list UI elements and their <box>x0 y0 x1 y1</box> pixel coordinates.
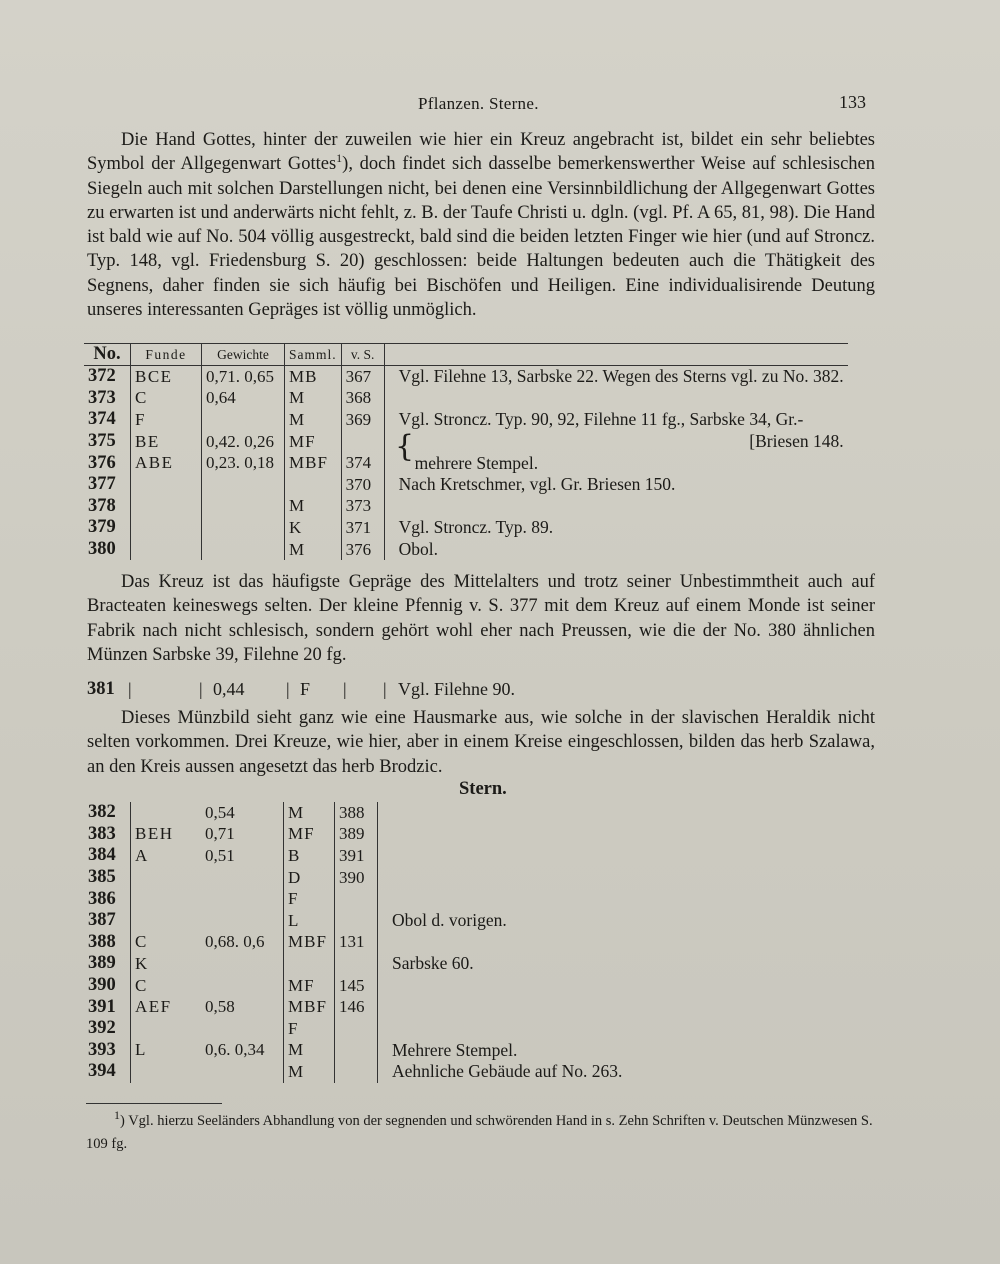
cell-remark: Obol. <box>398 539 439 560</box>
cell-samml: M <box>285 539 342 561</box>
cell-gewichte <box>201 1061 284 1083</box>
cell-samml: MB <box>285 366 342 388</box>
cell-gewichte <box>201 1018 284 1040</box>
cell-funde <box>131 910 202 932</box>
cell-samml: MF <box>284 824 335 846</box>
column-header-samml: Samml. <box>285 344 342 366</box>
table-row <box>84 496 848 518</box>
column-divider: | <box>199 679 203 699</box>
cell-no: 390 <box>84 975 131 997</box>
cell-samml: M <box>284 802 335 824</box>
cell-funde <box>131 1018 202 1040</box>
cell-no: 377 <box>84 474 131 496</box>
column-header-funde: Funde <box>131 344 202 366</box>
cell-remark <box>378 824 627 846</box>
cell-vs <box>341 431 384 453</box>
cell-no: 382 <box>84 802 131 824</box>
cell-funde: C <box>131 388 202 410</box>
cell-no: 378 <box>84 496 131 518</box>
column-header-no: No. <box>84 344 131 366</box>
footnote-text: ) Vgl. hierzu Seeländers Abhandlung von der segnenden und schwörenden Hand in s. Zehn Schriften v. Deutschen Münzwesen S. 109 fg. <box>86 1113 873 1152</box>
paragraph-hausmarke: Dieses Münzbild sieht ganz wie eine Hausmarke aus, wie solche in der slavischen Heraldik nicht selten vorkommen. Drei Kreuze, wie hier, aber in einem Kreise eingeschlossen, bilden das herb Szalawa, an den Kreis aussen angesetzt das herb Brodzic. <box>87 708 875 777</box>
cell-remark <box>378 802 627 824</box>
column-header-vs: v. S. <box>341 344 384 366</box>
cell-funde: K <box>135 953 149 973</box>
cell-vs: 131 <box>335 932 378 954</box>
cell-vs <box>335 1040 378 1062</box>
table-row <box>84 431 848 453</box>
cell-samml: MF <box>284 975 335 997</box>
table-row <box>84 888 626 910</box>
cell-funde <box>131 517 202 539</box>
column-divider: | <box>343 679 347 699</box>
cell-remark <box>378 932 627 954</box>
cell-gewichte: 0,6. 0,34 <box>201 1040 284 1062</box>
cell-remark <box>378 845 627 867</box>
cell-samml <box>284 953 335 975</box>
cell-gewichte <box>202 474 285 496</box>
table-row <box>84 388 848 410</box>
cell-vs: 391 <box>335 845 378 867</box>
cell-remark: [Briesen 148. <box>749 431 844 452</box>
cell-gewichte <box>202 409 285 431</box>
cell-remark <box>384 496 847 518</box>
cell-remark: Vgl. Filehne 90. <box>398 679 515 699</box>
cell-no: 391 <box>84 996 131 1018</box>
coin-table-stern <box>84 802 626 1083</box>
cell-vs <box>335 1018 378 1040</box>
column-divider: | <box>383 679 387 699</box>
cell-no: 384 <box>84 845 131 867</box>
brace-symbol: { <box>395 429 415 464</box>
table-row <box>84 474 848 496</box>
table-row <box>84 1018 626 1040</box>
page-number: 133 <box>839 92 866 112</box>
cell-gewichte <box>201 888 284 910</box>
cell-samml: MBF <box>285 452 342 474</box>
cell-gewichte: 0,64 <box>202 388 285 410</box>
cell-no: 392 <box>84 1018 131 1040</box>
cell-remark <box>378 888 627 910</box>
cell-no: 385 <box>84 867 131 889</box>
table-row <box>84 996 626 1018</box>
cell-gewichte: 0,23. 0,18 <box>202 452 285 474</box>
cell-gewichte: 0,71. 0,65 <box>202 366 285 388</box>
cell-samml: M <box>284 1061 335 1083</box>
cell-funde <box>131 539 202 561</box>
table-row <box>84 845 626 867</box>
cell-no: 386 <box>84 888 131 910</box>
cell-funde <box>131 888 202 910</box>
cell-samml: F <box>300 679 311 699</box>
table-row <box>84 953 626 975</box>
cell-samml: M <box>285 388 342 410</box>
cell-remark: Nach Kretschmer, vgl. Gr. Briesen 150. <box>398 474 676 495</box>
cell-samml: K <box>285 517 342 539</box>
cell-no: 376 <box>84 452 131 474</box>
table-row <box>84 932 626 954</box>
table-row <box>84 1040 626 1062</box>
cell-vs: 369 <box>341 409 384 431</box>
paragraph-kreuz: Das Kreuz ist das häufigste Gepräge des Mittelalters und trotz seiner Unbestimmtheit auch auf Bracteaten keineswegs selten. Der kleine Pfennig v. S. 377 mit dem Kreuz auf einem Monde ist seiner Fabrik nach nicht schlesisch, sondern gehört wohl eher nach Preussen, wie die der No. 380 ähnlichen Münzen Sarbske 39, Filehne 20 fg. <box>87 572 875 665</box>
paragraph-text: Die Hand Gottes, hinter der zuweilen wie hier ein Kreuz angebracht ist, bildet ein sehr beliebtes Symbol der Allgegenwart Gottes <box>87 130 875 175</box>
cell-vs: 368 <box>341 388 384 410</box>
cell-vs: 390 <box>335 867 378 889</box>
cell-remark: Vgl. Stroncz. Typ. 89. <box>398 517 554 538</box>
cell-no: 381 <box>87 679 115 699</box>
cell-gewichte <box>201 910 284 932</box>
table-row <box>84 409 848 431</box>
paragraph-text: ), doch findet sich dasselbe bemerkenswerther Weise auf schlesischen Siegeln auch mit solchen Darstellungen nicht, bei denen eine Versinnbildlichung der Allgegenwart Gottes zu erwarten ist und anderwärts nicht fehlt, z. B. der Taufe Christi u. dgln. (vgl. Pf. A 65, 81, 98). Die Hand ist bald wie auf No. 504 völlig ausgestreckt, bald sind die beiden letzten Finger wie hier (und auf Stroncz. Typ. 148, vgl. Friedensburg S. 20) geschlossen: beide Haltungen bedeuten auch die Thätigkeit des Segnens, daher finden sie sich häufig bei Bischöfen und Heiligen. Eine individualisirende Deutung unseres interessanten Gepräges ist völlig unmöglich. <box>87 154 875 321</box>
cell-remark <box>378 1018 627 1040</box>
cell-funde: C <box>135 932 148 952</box>
cell-funde: AEF <box>135 997 172 1017</box>
cell-vs: 370 <box>341 474 384 496</box>
cell-funde: BEH <box>135 824 174 844</box>
coin-table-hand <box>84 343 848 560</box>
cell-funde <box>131 1061 202 1083</box>
cell-samml: MF <box>285 431 342 453</box>
cell-vs: 374 <box>341 452 384 474</box>
paragraph-hand-gottes <box>87 128 875 322</box>
cell-vs: 376 <box>341 539 384 561</box>
cell-no: 389 <box>84 953 131 975</box>
cell-no: 372 <box>84 366 131 388</box>
cell-vs: 373 <box>341 496 384 518</box>
cell-vs: 371 <box>341 517 384 539</box>
cell-gewichte <box>201 953 284 975</box>
cell-remark: Obol d. vorigen. <box>392 910 507 931</box>
cell-no: 387 <box>84 910 131 932</box>
section-heading-stern: Stern. <box>459 779 507 799</box>
column-header-remarks <box>384 344 847 366</box>
cell-gewichte: 0,42. 0,26 <box>202 431 285 453</box>
table-row <box>84 517 848 539</box>
table-row <box>84 867 626 889</box>
cell-samml: F <box>284 1018 335 1040</box>
table-row <box>84 910 626 932</box>
column-divider: | <box>128 679 132 699</box>
table-row <box>84 366 848 388</box>
table-row <box>84 975 626 997</box>
cell-gewichte <box>201 975 284 997</box>
cell-vs <box>335 1061 378 1083</box>
cell-no: 394 <box>84 1061 131 1083</box>
cell-remark <box>378 867 627 889</box>
cell-no: 373 <box>84 388 131 410</box>
cell-funde <box>131 802 202 824</box>
cell-samml <box>285 474 342 496</box>
cell-funde <box>131 474 202 496</box>
cell-gewichte <box>202 496 285 518</box>
cell-gewichte: 0,44 <box>213 679 245 699</box>
cell-samml: M <box>285 496 342 518</box>
cell-remark: Sarbske 60. <box>392 953 474 974</box>
cell-remark: Aehnliche Gebäude auf No. 263. <box>392 1061 623 1082</box>
cell-remark: Vgl. Stroncz. Typ. 90, 92, Filehne 11 fg., Sarbske 34, Gr.- <box>398 409 804 430</box>
cell-vs <box>335 910 378 932</box>
cell-vs: 145 <box>335 975 378 997</box>
footnote <box>86 1110 880 1156</box>
cell-vs: 389 <box>335 824 378 846</box>
footnote-marker: 1 <box>114 1108 120 1123</box>
cell-no: 380 <box>84 539 131 561</box>
cell-gewichte: 0,58 <box>201 996 284 1018</box>
cell-funde: C <box>135 975 148 995</box>
cell-no: 383 <box>84 824 131 846</box>
cell-samml: MBF <box>284 932 335 954</box>
footnote-reference: 1 <box>336 151 343 166</box>
cell-gewichte <box>202 517 285 539</box>
cell-vs <box>335 888 378 910</box>
table-header-row <box>84 344 848 366</box>
footnote-rule <box>86 1103 222 1104</box>
cell-no: 379 <box>84 517 131 539</box>
running-head: Pflanzen. Sterne. <box>418 94 539 113</box>
cell-remark <box>384 388 847 410</box>
cell-gewichte: 0,51 <box>201 845 284 867</box>
cell-remark: Vgl. Filehne 13, Sarbske 22. Wegen des Sterns vgl. zu No. 382. <box>398 366 844 387</box>
cell-funde: A <box>135 845 149 865</box>
cell-gewichte: 0,54 <box>201 802 284 824</box>
cell-samml: B <box>284 845 335 867</box>
cell-funde: F <box>131 409 202 431</box>
cell-remark <box>378 996 627 1018</box>
cell-no: 374 <box>84 409 131 431</box>
cell-funde <box>131 496 202 518</box>
column-divider: | <box>286 679 290 699</box>
table-row <box>84 539 848 561</box>
cell-no: 375 <box>84 431 131 453</box>
table-row <box>84 452 848 474</box>
cell-samml: D <box>284 867 335 889</box>
cell-funde: ABE <box>131 452 202 474</box>
cell-funde: BCE <box>131 366 202 388</box>
cell-remark: Mehrere Stempel. <box>392 1039 518 1060</box>
cell-gewichte <box>201 867 284 889</box>
cell-funde: BE <box>131 431 202 453</box>
cell-samml: M <box>285 409 342 431</box>
cell-vs: 367 <box>341 366 384 388</box>
table-row <box>84 824 626 846</box>
cell-gewichte <box>202 539 285 561</box>
cell-samml: L <box>284 910 335 932</box>
cell-funde: L <box>135 1040 147 1060</box>
cell-samml: F <box>284 888 335 910</box>
column-header-gewichte: Gewichte <box>202 344 285 366</box>
cell-samml: M <box>284 1040 335 1062</box>
page-header <box>0 94 1000 118</box>
cell-funde <box>131 867 202 889</box>
cell-remark <box>378 975 627 997</box>
cell-no: 388 <box>84 932 131 954</box>
cell-vs: 388 <box>335 802 378 824</box>
cell-no: 393 <box>84 1040 131 1062</box>
cell-gewichte: 0,68. 0,6 <box>201 932 284 954</box>
cell-vs <box>335 953 378 975</box>
table-row <box>84 802 626 824</box>
cell-remark: mehrere Stempel. <box>414 452 539 473</box>
cell-gewichte: 0,71 <box>201 824 284 846</box>
table-row <box>84 1061 626 1083</box>
cell-samml: MBF <box>284 996 335 1018</box>
cell-vs: 146 <box>335 996 378 1018</box>
